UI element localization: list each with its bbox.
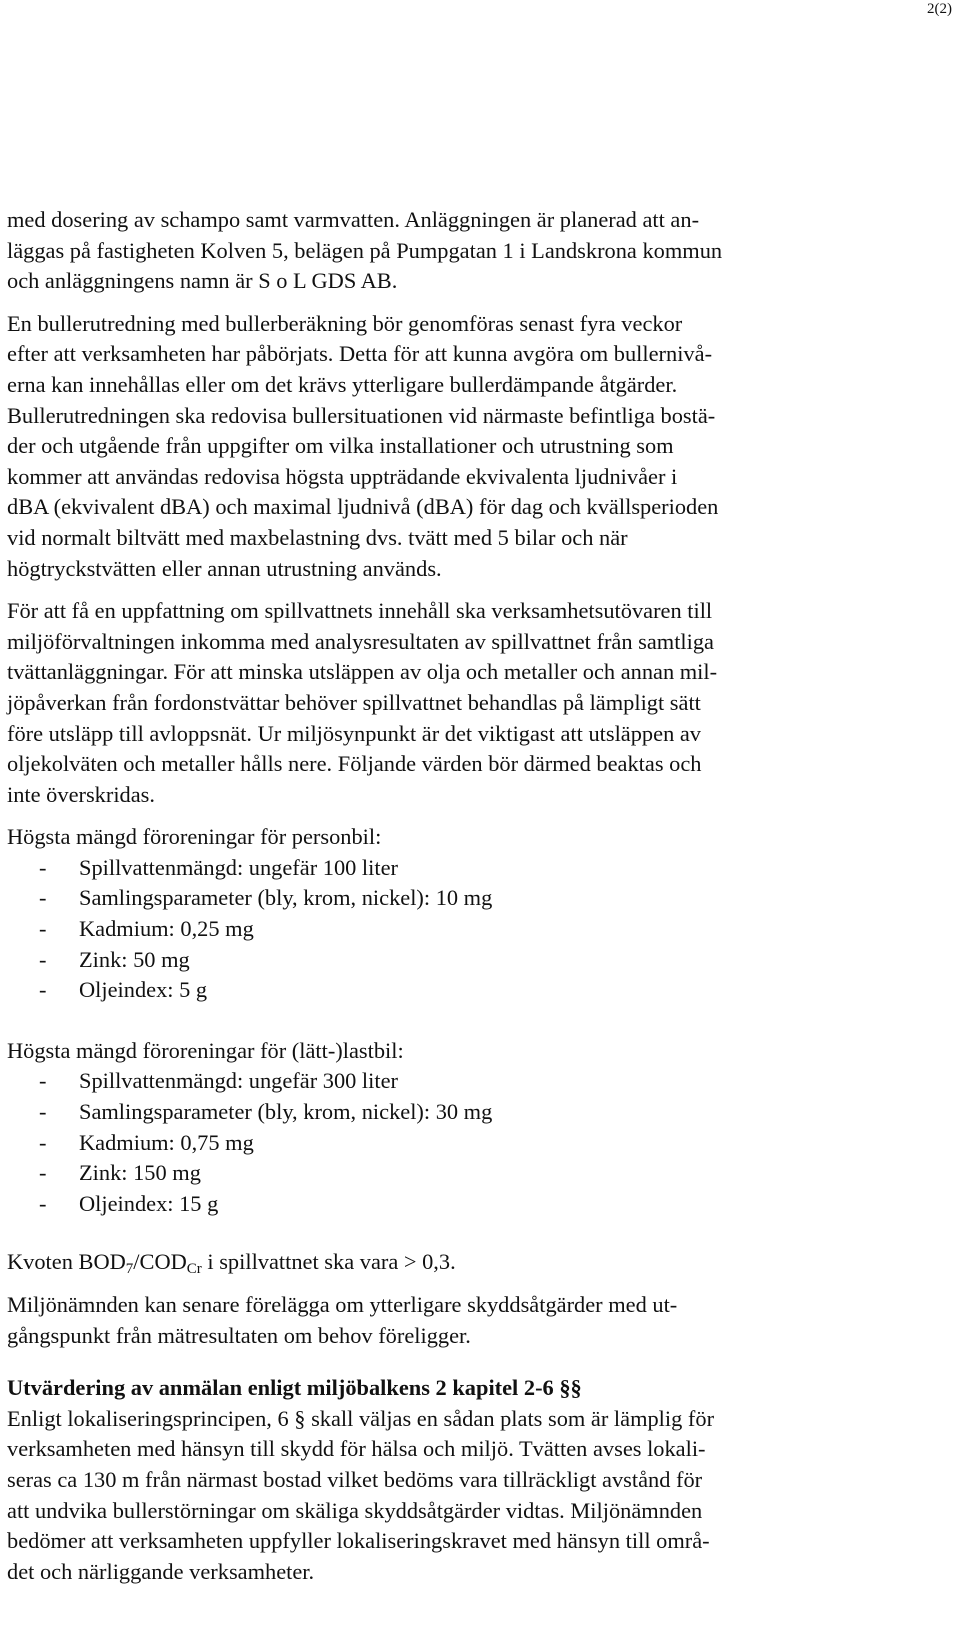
text-line: att undvika bullerstörningar om skäliga skyddsåtgärder vidtas. Miljönämnden: [7, 1497, 703, 1523]
list-item: - Oljeindex: 15 g: [7, 1189, 947, 1220]
dash-bullet: -: [39, 1190, 47, 1216]
text-line: jöpåverkan från fordonstvättar behöver spillvattnet behandlas på lämpligt sätt: [7, 689, 701, 715]
text-line: För att få en uppfattning om spillvattnets innehåll ska verksamhetsutövaren till: [7, 598, 713, 624]
list-item: - Samlingsparameter (bly, krom, nickel): 10 mg: [7, 883, 947, 914]
list-item: - Oljeindex: 5 g: [7, 975, 947, 1006]
text-line: före utsläpp till avloppsnät. Ur miljösynpunkt är det viktigast att utsläppen av: [7, 720, 701, 746]
paragraph-intro: [7, 205, 947, 297]
text-line: Bullerutredningen ska redovisa bullersituationen vid närmaste befintliga bostä-: [7, 402, 716, 428]
pollutant-list-car: [7, 853, 947, 1006]
dash-bullet: -: [39, 1160, 47, 1186]
text-line: med dosering av schampo samt varmvatten. Anläggningen är planerad att an-: [7, 207, 700, 232]
text-line: kommer att användas redovisa högsta uppträdande ekvivalenta ljudnivåer i: [7, 463, 678, 489]
text-line: verksamheten med hänsyn till skydd för hälsa och miljö. Tvätten avses lokali-: [7, 1436, 706, 1462]
paragraph-localization: [7, 1404, 947, 1588]
text-line: dBA (ekvivalent dBA) och maximal ljudnivå (dBA) för dag och kvällsperioden: [7, 494, 719, 520]
text-line: miljöförvaltningen inkomma med analysresultaten av spillvattnet från samtliga: [7, 628, 714, 654]
text-line: inte överskridas.: [7, 781, 155, 807]
text-line: det och närliggande verksamheter.: [7, 1558, 315, 1584]
section-heading: Utvärdering av anmälan enligt miljöbalkens 2 kapitel 2-6 §§: [7, 1375, 582, 1401]
text-line: oljekolväten och metaller hålls nere. Följande värden bör därmed beaktas och: [7, 751, 702, 777]
text-line: Enligt lokaliseringsprincipen, 6 § skall väljas en sådan plats som är lämplig för: [7, 1405, 715, 1431]
text-line: högtryckstvätten eller annan utrustning används.: [7, 555, 442, 581]
text-line: der och utgående från uppgifter om vilka installationer och utrustning som: [7, 433, 674, 459]
page-number: 2(2): [927, 1, 952, 17]
list-item: - Spillvattenmängd: ungefär 100 liter: [7, 853, 947, 884]
text-line: Miljönämnden kan senare förelägga om ytterligare skyddsåtgärder med ut-: [7, 1292, 678, 1317]
list-item: - Samlingsparameter (bly, krom, nickel): 30 mg: [7, 1097, 947, 1128]
text-line: tvättanläggningar. För att minska utsläppen av olja och metaller och annan mil-: [7, 659, 718, 685]
text-line: bedömer att verksamheten uppfyller lokaliseringskravet med hänsyn till områ-: [7, 1528, 710, 1554]
list-item: - Kadmium: 0,25 mg: [7, 914, 947, 945]
text-line: gångspunkt från mätresultaten om behov föreligger.: [7, 1322, 471, 1348]
pollutant-list-truck: [7, 1066, 947, 1219]
paragraph-injunction: [7, 1290, 947, 1351]
text-line: En bullerutredning med bullerberäkning bör genomföras senast fyra veckor: [7, 310, 683, 336]
text-line: seras ca 130 m från närmast bostad vilket bedöms vara tillräckligt avstånd för: [7, 1466, 703, 1492]
list-heading-truck: Högsta mängd föroreningar för (lätt-)lastbil:: [7, 1037, 404, 1063]
list-item: - Kadmium: 0,75 mg: [7, 1128, 947, 1159]
dash-bullet: -: [39, 885, 47, 911]
text-line: erna kan innehållas eller om det krävs ytterligare bullerdämpande åtgärder.: [7, 371, 678, 397]
dash-bullet: -: [39, 1068, 47, 1094]
text-line: efter att verksamheten har påbörjats. Detta för att kunna avgöra om bullernivå-: [7, 341, 713, 367]
dash-bullet: -: [39, 916, 47, 942]
quota-statement: Kvoten $BOD_7/COD_{Cr}$ i spillvattnet ska vara > 0,3.: [7, 1249, 456, 1278]
dash-bullet: -: [39, 854, 47, 880]
paragraph-wastewater: [7, 596, 947, 810]
list-heading-car: Högsta mängd föroreningar för personbil:: [7, 824, 382, 850]
text-line: och anläggningens namn är S o L GDS AB.: [7, 268, 398, 294]
list-item: - Zink: 50 mg: [7, 945, 947, 976]
text-line: läggas på fastigheten Kolven 5, belägen på Pumpgatan 1 i Landskrona kommun: [7, 237, 723, 263]
list-item: - Spillvattenmängd: ungefär 300 liter: [7, 1066, 947, 1097]
text-line: vid normalt biltvätt med maxbelastning dvs. tvätt med 5 bilar och när: [7, 524, 628, 550]
dash-bullet: -: [39, 946, 47, 972]
dash-bullet: -: [39, 1129, 47, 1155]
list-item: - Zink: 150 mg: [7, 1158, 947, 1189]
dash-bullet: -: [39, 977, 47, 1003]
document-body: [7, 205, 947, 1587]
paragraph-noise-investigation: [7, 309, 947, 584]
dash-bullet: -: [39, 1099, 47, 1125]
